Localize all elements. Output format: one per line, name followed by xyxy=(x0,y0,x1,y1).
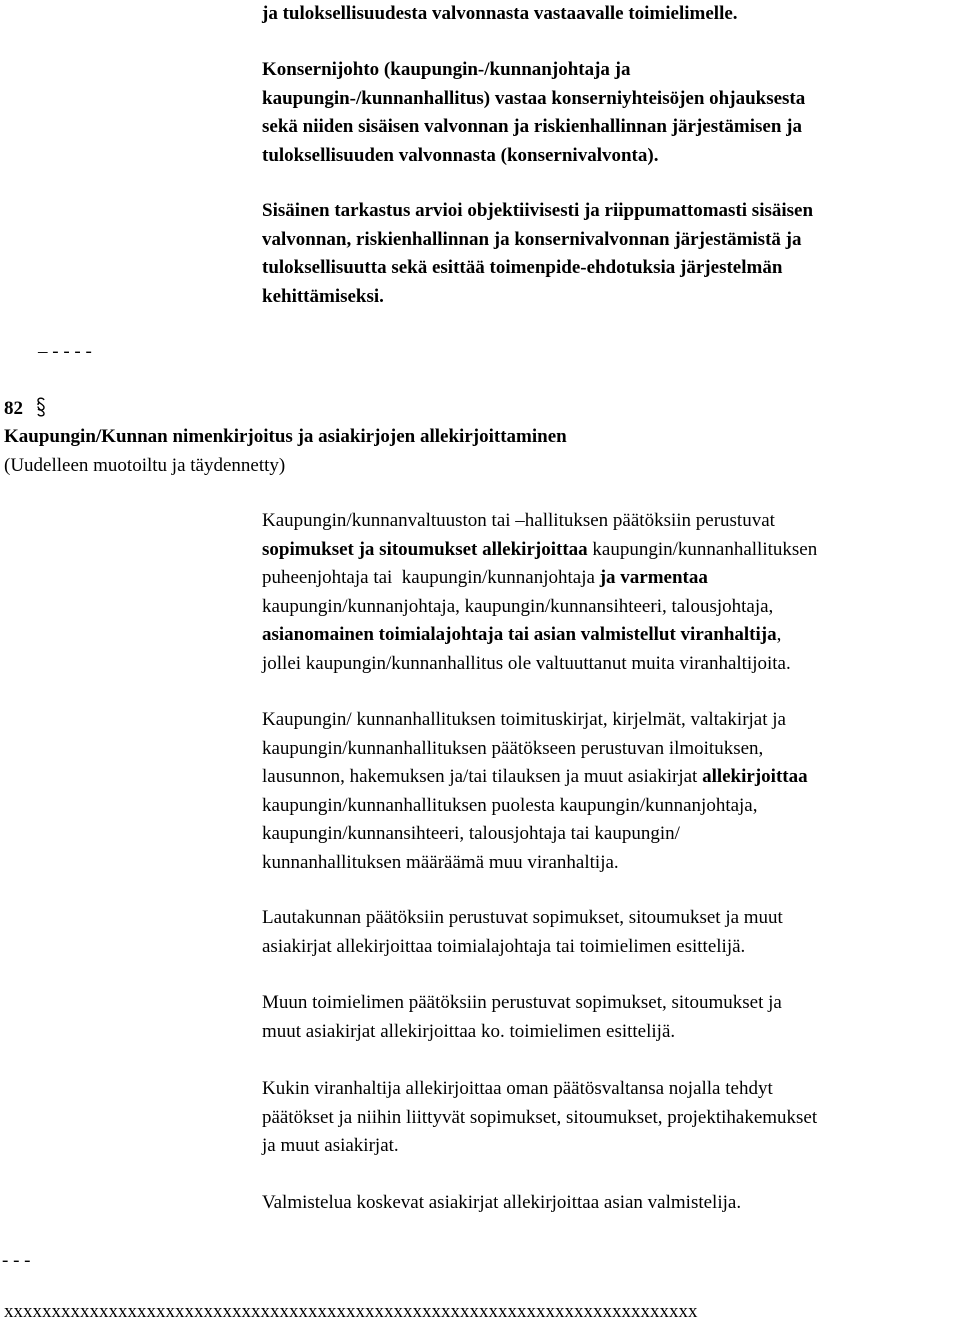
paragraph-line: kaupungin-/kunnanhallitus) vastaa konserniyhteisöjen ohjauksesta xyxy=(262,87,806,109)
text: kaupungin/kunnanhallituksen xyxy=(587,538,818,560)
revision-mark-bottom: - - - xyxy=(2,1250,31,1271)
intro-line xyxy=(262,0,958,29)
paragraph-line: Sisäinen tarkastus arvioi objektiivisesti ja riippumattomasti sisäisen xyxy=(262,200,814,221)
paragraph-line: ja muut asiakirjat. xyxy=(262,1135,399,1156)
paragraph-line: kunnanhallituksen määräämä muu viranhaltija. xyxy=(262,851,619,873)
paragraph-line: kaupungin/kunnansihteeri, talousjohtaja tai kaupungin/ xyxy=(262,823,680,844)
section-sign-icon xyxy=(34,396,48,418)
text: , xyxy=(776,624,782,645)
paragraph-line: sekä niiden sisäisen valvonnan ja riskienhallinnan järjestämisen ja xyxy=(262,116,803,137)
paragraph-line: Kaupungin/ kunnanhallituksen toimituskirjat, kirjelmät, valtakirjat ja xyxy=(262,709,786,730)
paragraph-line: Valmistelua koskevat asiakirjat allekirjoittaa asian valmistelija. xyxy=(262,1192,742,1213)
intro-line-text: ja tuloksellisuudesta valvonnasta vastaavalle toimielimelle. xyxy=(262,3,738,24)
section-title: Kaupungin/Kunnan nimenkirjoitus ja asiakirjojen allekirjoittaminen xyxy=(4,426,567,447)
signing-paragraph-4 xyxy=(262,989,958,1046)
bold-text: asianomainen toimialajohtaja tai asian valmistellut viranhaltija xyxy=(262,624,777,645)
paragraph-line: tuloksellisuutta sekä esittää toimenpide-ehdotuksia järjestelmän xyxy=(262,257,783,278)
paragraph-line: tuloksellisuuden valvonnasta (konsernivalvonta). xyxy=(262,144,659,166)
paragraph-line: päätökset ja niihin liittyvät sopimukset, sitoumukset, projektihakemukset xyxy=(262,1106,818,1128)
footer-x-line: xxxxxxxxxxxxxxxxxxxxxxxxxxxxxxxxxxxxxxxxxxxxxxxxxxxxxxxxxxxxxxxxxxxxxxxxx xyxy=(4,1301,698,1322)
signing-paragraph-5 xyxy=(262,1075,958,1161)
paragraph-line xyxy=(262,536,958,565)
paragraph-line xyxy=(262,621,958,650)
paragraph-line: kehittämiseksi. xyxy=(262,285,384,307)
paragraph-line: muut asiakirjat allekirjoittaa ko. toimielimen esittelijä. xyxy=(262,1020,676,1042)
paragraph-line: Muun toimielimen päätöksiin perustuvat sopimukset, sitoumukset ja xyxy=(262,992,782,1013)
paragraph-line: Konsernijohto (kaupungin-/kunnanjohtaja ja xyxy=(262,59,631,80)
paragraph-line: valvonnan, riskienhallinnan ja konsernivalvonnan järjestämistä ja xyxy=(262,228,802,250)
paragraph-line: Kaupungin/kunnanvaltuuston tai –hallituksen päätöksiin perustuvat xyxy=(262,510,775,531)
konsernijohto-paragraph xyxy=(262,56,958,170)
bold-text: sopimukset ja sitoumukset allekirjoittaa xyxy=(262,538,588,560)
paragraph-line: Kukin viranhaltija allekirjoittaa oman päätösvaltansa nojalla tehdyt xyxy=(262,1078,773,1099)
signing-paragraph-1 xyxy=(262,507,958,678)
paragraph-line: kaupungin/kunnanjohtaja, kaupungin/kunnansihteeri, talousjohtaja, xyxy=(262,595,774,617)
section-number-row xyxy=(4,396,48,421)
bold-text: allekirjoittaa xyxy=(702,766,808,787)
section-number: 82 xyxy=(4,398,23,419)
paragraph-line: jollei kaupungin/kunnanhallitus ole valtuuttanut muita viranhaltijoita. xyxy=(262,652,791,674)
bold-text: ja varmentaa xyxy=(599,567,708,588)
revision-mark: – - - - - xyxy=(38,341,92,362)
text: puheenjohtaja tai kaupungin/kunnanjohtaja xyxy=(262,567,600,588)
signing-paragraph-2 xyxy=(262,706,958,877)
text: lausunnon, hakemuksen ja/tai tilauksen ja muut asiakirjat xyxy=(262,766,703,787)
section-subtitle: (Uudelleen muotoiltu ja täydennetty) xyxy=(4,455,286,476)
paragraph-line: Lautakunnan päätöksiin perustuvat sopimukset, sitoumukset ja muut xyxy=(262,907,783,928)
paragraph-line xyxy=(262,564,958,593)
paragraph-line: kaupungin/kunnanhallituksen puolesta kaupungin/kunnanjohtaja, xyxy=(262,794,758,816)
signing-paragraph-3 xyxy=(262,904,958,961)
paragraph-line xyxy=(262,763,958,792)
sisainen-tarkastus-paragraph xyxy=(262,197,958,311)
signing-paragraph-6 xyxy=(262,1189,958,1218)
paragraph-line: asiakirjat allekirjoittaa toimialajohtaja tai toimielimen esittelijä. xyxy=(262,935,746,957)
paragraph-line: kaupungin/kunnanhallituksen päätökseen perustuvan ilmoituksen, xyxy=(262,737,764,759)
